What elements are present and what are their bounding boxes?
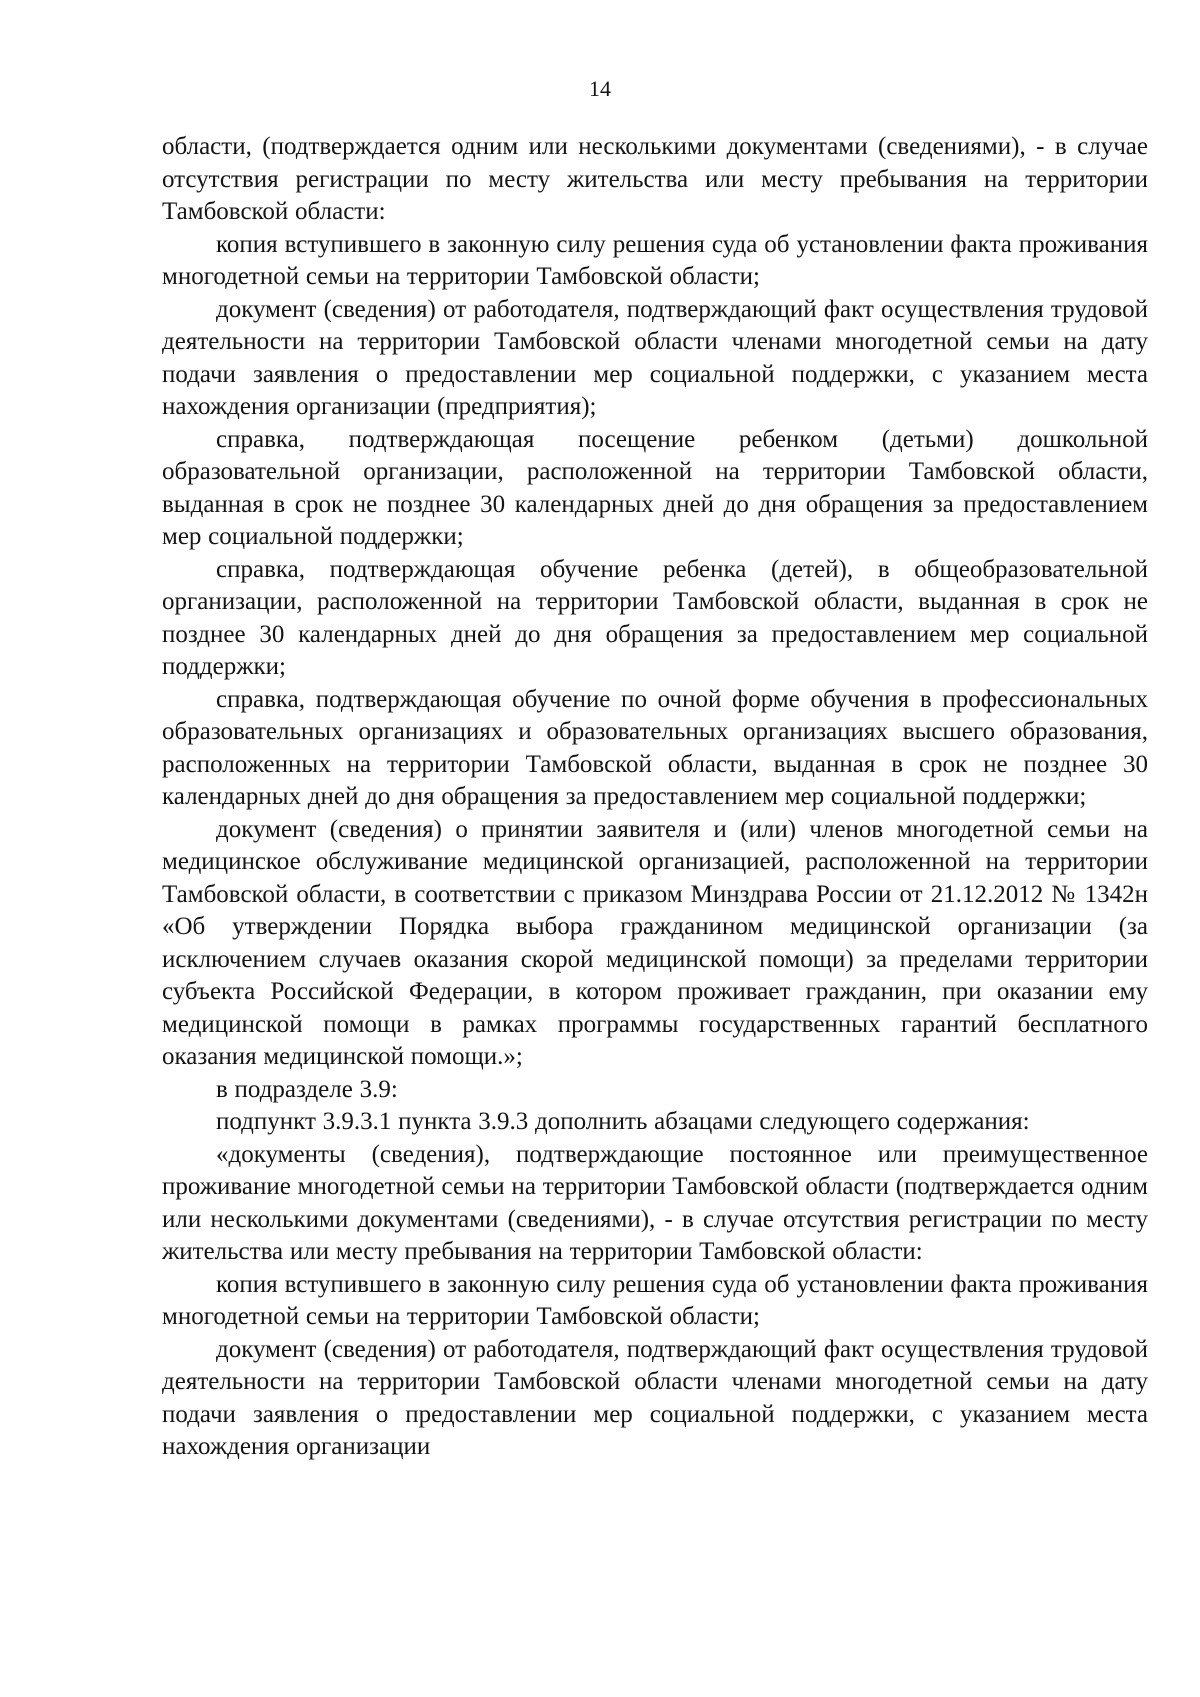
document-body (162, 131, 1148, 1464)
paragraph: в подразделе 3.9: (216, 1075, 398, 1103)
page-number: 14 (589, 76, 611, 101)
paragraph: справка, подтверждающая посещение ребенком (детьми) дошкольной образовательной организации, расположенной на территории Тамбовской области, выданная в срок не позднее 30 календарных дней до дня обращения за предоставлением мер социальной поддержки; (162, 425, 1148, 550)
paragraph: копия вступившего в законную силу решения суда об установлении факта проживания многодетной семьи на территории Тамбовской области; (162, 230, 1148, 290)
paragraph: справка, подтверждающая обучение ребенка (детей), в общеобразовательной организации, расположенной на территории Тамбовской области, выданная в срок не позднее 30 календарных дней до дня обращения за предоставлением мер социальной поддержки; (162, 555, 1148, 680)
paragraph: «документы (сведения), подтверждающие постоянное или преимущественное проживание многодетной семьи на территории Тамбовской области (подтверждается одним или несколькими документами (сведениями), - в случае отсутствия регистрации по месту жительства или месту пребывания на территории Тамбовской области: (162, 1140, 1148, 1265)
paragraph: документ (сведения) от работодателя, подтверждающий факт осуществления трудовой деятельности на территории Тамбовской области членами многодетной семьи на дату подачи заявления о предоставлении мер социальной поддержки, с указанием места нахождения организации (предприятия); (162, 295, 1148, 420)
paragraph: копия вступившего в законную силу решения суда об установлении факта проживания многодетной семьи на территории Тамбовской области; (162, 1270, 1148, 1330)
paragraph: области, (подтверждается одним или несколькими документами (сведениями), - в случае отсутствия регистрации по месту жительства или месту пребывания на территории Тамбовской области: (162, 133, 1148, 225)
paragraph: подпункт 3.9.3.1 пункта 3.9.3 дополнить абзацами следующего содержания: (216, 1108, 1030, 1135)
paragraph: документ (сведения) от работодателя, подтверждающий факт осуществления трудовой деятельности на территории Тамбовской области членами многодетной семьи на дату подачи заявления о предоставлении мер социальной поддержки, с указанием места нахождения организации (162, 1335, 1148, 1460)
paragraph: справка, подтверждающая обучение по очной форме обучения в профессиональных образовательных организациях и образовательных организациях высшего образования, расположенных на территории Тамбовской области, выданная в срок не позднее 30 календарных дней до дня обращения за предоставлением мер социальной поддержки; (162, 685, 1148, 810)
paragraph: документ (сведения) о принятии заявителя и (или) членов многодетной семьи на медицинское обслуживание медицинской организацией, расположенной на территории Тамбовской области, в соответствии с приказом Минздрава России от 21.12.2012 № 1342н «Об утверждении Порядка выбора гражданином медицинской организации (за исключением случаев оказания скорой медицинской помощи) за пределами территории субъекта Российской Федерации, в котором проживает гражданин, при оказании ему медицинской помощи в рамках программы государственных гарантий бесплатного оказания медицинской помощи.»; (162, 815, 1148, 1070)
